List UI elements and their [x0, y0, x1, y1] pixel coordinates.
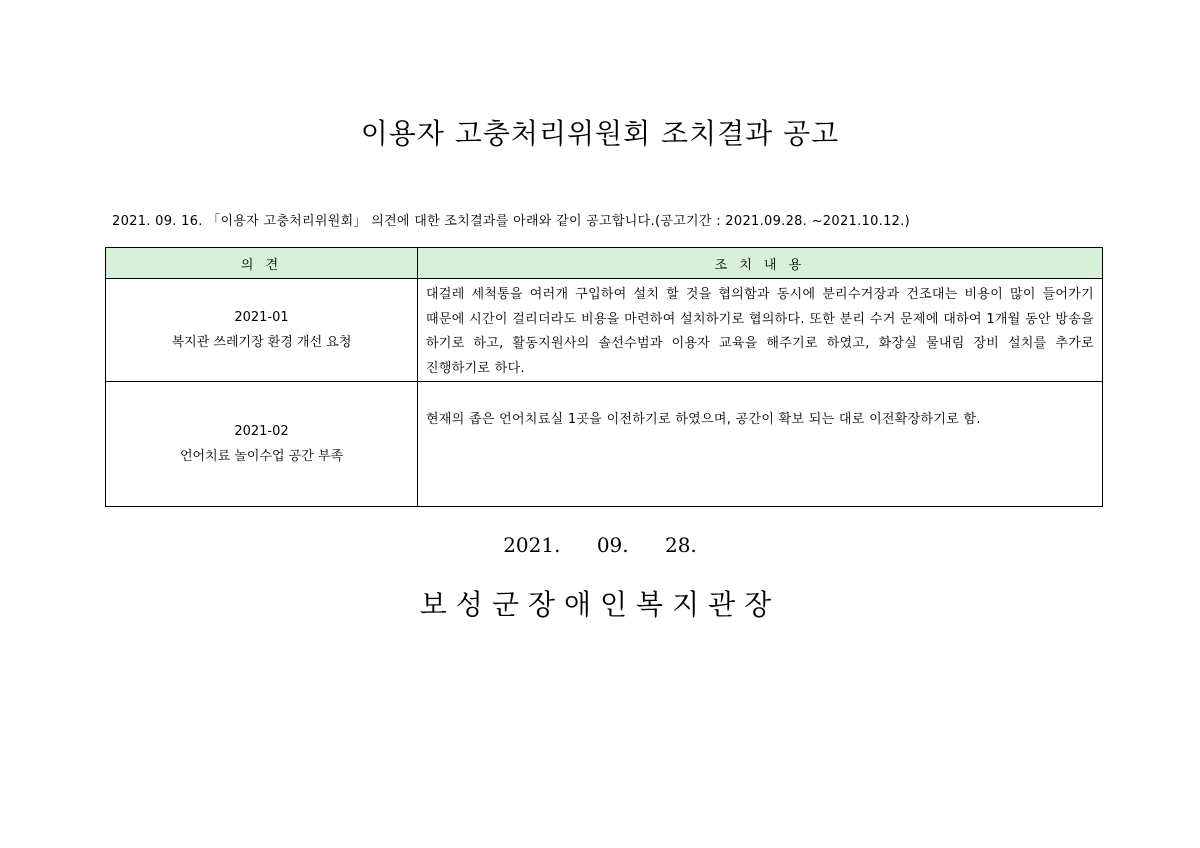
opinion-cell [106, 279, 418, 382]
action-header: 조 치 내 용 [418, 248, 1103, 279]
opinion-header: 의 견 [106, 248, 418, 279]
table-row [106, 382, 1103, 507]
action-cell: 현재의 좁은 언어치료실 1곳을 이전하기로 하였으며, 공간이 확보 되는 대로 이전확장하기로 함. [418, 382, 1103, 507]
result-table [105, 247, 1103, 507]
notice-intro: 2021. 09. 16. 「이용자 고충처리위원회」 의견에 대한 조치결과를 아래와 같이 공고합니다.(공고기간 : 2021.09.28. ~2021.10.12.) [112, 214, 911, 229]
notice-date: 2021. 09. 28. [503, 533, 697, 557]
table-row [106, 279, 1103, 382]
action-cell: 대걸레 세척통을 여러개 구입하여 설치 할 것을 협의함과 동시에 분리수거장과 건조대는 비용이 많이 들어가기 때문에 시간이 걸리더라도 비용을 마련하여 설치하기로 협의하다. 또한 분리 수거 문제에 대하여 1개월 동안 방송을 하기로 하고, 활동지원사의 솔선수범과 이용자 교육을 해주기로 하였고, 화장실 물내림 장비 설치를 추가로 진행하기로 하다. [418, 279, 1103, 382]
opinion-text: 언어치료 놀이수업 공간 부족 [179, 449, 344, 464]
opinion-cell [106, 382, 418, 507]
table-header-row [106, 248, 1103, 279]
organization-name: 보성군장애인복지관장 [419, 588, 781, 621]
opinion-id: 2021-01 [234, 310, 289, 325]
opinion-text: 복지관 쓰레기장 환경 개선 요청 [171, 335, 352, 350]
opinion-id: 2021-02 [234, 424, 289, 439]
notice-title: 이용자 고충처리위원회 조치결과 공고 [360, 117, 840, 150]
